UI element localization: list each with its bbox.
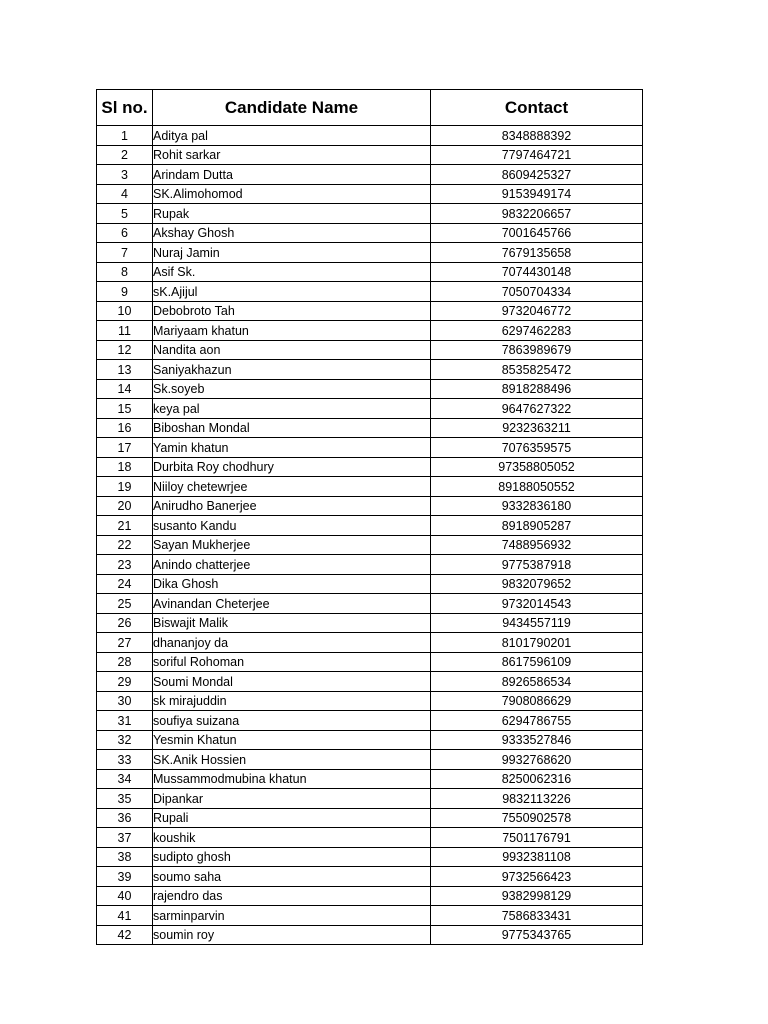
row-candidate-name: Asif Sk. bbox=[153, 262, 431, 282]
table-row bbox=[97, 750, 643, 770]
row-candidate-name: SK.Alimohomod bbox=[153, 184, 431, 204]
row-sl-no: 8 bbox=[97, 262, 153, 282]
row-sl-no: 6 bbox=[97, 223, 153, 243]
header-sl-no: Sl no. bbox=[97, 90, 153, 126]
row-sl-no: 23 bbox=[97, 555, 153, 575]
table-row bbox=[97, 847, 643, 867]
row-contact: 7001645766 bbox=[431, 223, 643, 243]
row-sl-no: 3 bbox=[97, 165, 153, 185]
row-candidate-name: Aditya pal bbox=[153, 126, 431, 146]
table-row bbox=[97, 379, 643, 399]
row-contact: 8348888392 bbox=[431, 126, 643, 146]
table-row bbox=[97, 867, 643, 887]
row-candidate-name: Avinandan Cheterjee bbox=[153, 594, 431, 614]
table-row bbox=[97, 438, 643, 458]
row-contact: 9732566423 bbox=[431, 867, 643, 887]
row-candidate-name: Mariyaam khatun bbox=[153, 321, 431, 341]
table-row bbox=[97, 165, 643, 185]
row-candidate-name: Sk.soyeb bbox=[153, 379, 431, 399]
table-row bbox=[97, 574, 643, 594]
row-sl-no: 24 bbox=[97, 574, 153, 594]
row-candidate-name: soriful Rohoman bbox=[153, 652, 431, 672]
row-sl-no: 19 bbox=[97, 477, 153, 497]
row-sl-no: 30 bbox=[97, 691, 153, 711]
row-candidate-name: Nuraj Jamin bbox=[153, 243, 431, 263]
row-contact: 7050704334 bbox=[431, 282, 643, 302]
table-row bbox=[97, 457, 643, 477]
row-sl-no: 5 bbox=[97, 204, 153, 224]
row-sl-no: 40 bbox=[97, 886, 153, 906]
table-row bbox=[97, 769, 643, 789]
row-contact: 8926586534 bbox=[431, 672, 643, 692]
row-candidate-name: sK.Ajijul bbox=[153, 282, 431, 302]
row-sl-no: 14 bbox=[97, 379, 153, 399]
row-candidate-name: Saniyakhazun bbox=[153, 360, 431, 380]
table-row bbox=[97, 184, 643, 204]
row-candidate-name: Biswajit Malik bbox=[153, 613, 431, 633]
row-candidate-name: Akshay Ghosh bbox=[153, 223, 431, 243]
row-candidate-name: sudipto ghosh bbox=[153, 847, 431, 867]
row-contact: 7679135658 bbox=[431, 243, 643, 263]
row-candidate-name: Yamin khatun bbox=[153, 438, 431, 458]
row-candidate-name: Anindo chatterjee bbox=[153, 555, 431, 575]
row-candidate-name: dhananjoy da bbox=[153, 633, 431, 653]
row-contact: 9932381108 bbox=[431, 847, 643, 867]
row-candidate-name: Rupali bbox=[153, 808, 431, 828]
table-row bbox=[97, 418, 643, 438]
row-contact: 7797464721 bbox=[431, 145, 643, 165]
row-contact: 9775343765 bbox=[431, 925, 643, 945]
row-sl-no: 35 bbox=[97, 789, 153, 809]
row-candidate-name: Yesmin Khatun bbox=[153, 730, 431, 750]
row-contact: 8918905287 bbox=[431, 516, 643, 536]
table-row bbox=[97, 789, 643, 809]
row-sl-no: 15 bbox=[97, 399, 153, 419]
table-row bbox=[97, 282, 643, 302]
row-candidate-name: Nandita aon bbox=[153, 340, 431, 360]
row-sl-no: 41 bbox=[97, 906, 153, 926]
table-row bbox=[97, 516, 643, 536]
table-row bbox=[97, 613, 643, 633]
row-sl-no: 1 bbox=[97, 126, 153, 146]
row-candidate-name: Debobroto Tah bbox=[153, 301, 431, 321]
row-sl-no: 10 bbox=[97, 301, 153, 321]
row-sl-no: 4 bbox=[97, 184, 153, 204]
table-row bbox=[97, 360, 643, 380]
row-sl-no: 20 bbox=[97, 496, 153, 516]
table-row bbox=[97, 301, 643, 321]
row-sl-no: 26 bbox=[97, 613, 153, 633]
row-sl-no: 18 bbox=[97, 457, 153, 477]
row-candidate-name: Soumi Mondal bbox=[153, 672, 431, 692]
row-candidate-name: keya pal bbox=[153, 399, 431, 419]
row-sl-no: 32 bbox=[97, 730, 153, 750]
row-contact: 7908086629 bbox=[431, 691, 643, 711]
row-contact: 8918288496 bbox=[431, 379, 643, 399]
table-row bbox=[97, 672, 643, 692]
row-sl-no: 12 bbox=[97, 340, 153, 360]
row-sl-no: 39 bbox=[97, 867, 153, 887]
table-row bbox=[97, 126, 643, 146]
row-candidate-name: Arindam Dutta bbox=[153, 165, 431, 185]
table-row bbox=[97, 633, 643, 653]
row-candidate-name: soufiya suizana bbox=[153, 711, 431, 731]
row-sl-no: 7 bbox=[97, 243, 153, 263]
row-contact: 6297462283 bbox=[431, 321, 643, 341]
row-contact: 9232363211 bbox=[431, 418, 643, 438]
row-contact: 9153949174 bbox=[431, 184, 643, 204]
candidate-table bbox=[96, 89, 643, 945]
row-sl-no: 28 bbox=[97, 652, 153, 672]
row-contact: 7586833431 bbox=[431, 906, 643, 926]
table-row bbox=[97, 340, 643, 360]
table-row bbox=[97, 223, 643, 243]
table-row bbox=[97, 535, 643, 555]
row-contact: 8101790201 bbox=[431, 633, 643, 653]
row-sl-no: 37 bbox=[97, 828, 153, 848]
row-contact: 9832079652 bbox=[431, 574, 643, 594]
row-contact: 9832206657 bbox=[431, 204, 643, 224]
table-row bbox=[97, 730, 643, 750]
row-candidate-name: Biboshan Mondal bbox=[153, 418, 431, 438]
table-row bbox=[97, 925, 643, 945]
header-candidate-name: Candidate Name bbox=[153, 90, 431, 126]
row-candidate-name: sarminparvin bbox=[153, 906, 431, 926]
row-contact: 7550902578 bbox=[431, 808, 643, 828]
row-candidate-name: susanto Kandu bbox=[153, 516, 431, 536]
row-contact: 7076359575 bbox=[431, 438, 643, 458]
row-contact: 9332836180 bbox=[431, 496, 643, 516]
row-sl-no: 36 bbox=[97, 808, 153, 828]
table-row bbox=[97, 906, 643, 926]
table-row bbox=[97, 711, 643, 731]
table-row bbox=[97, 808, 643, 828]
row-sl-no: 34 bbox=[97, 769, 153, 789]
row-candidate-name: Dika Ghosh bbox=[153, 574, 431, 594]
table-row bbox=[97, 886, 643, 906]
row-candidate-name: soumo saha bbox=[153, 867, 431, 887]
table-body bbox=[97, 126, 643, 945]
row-candidate-name: Mussammodmubina khatun bbox=[153, 769, 431, 789]
table-row bbox=[97, 555, 643, 575]
row-candidate-name: Sayan Mukherjee bbox=[153, 535, 431, 555]
table-row bbox=[97, 243, 643, 263]
table-row bbox=[97, 691, 643, 711]
row-sl-no: 13 bbox=[97, 360, 153, 380]
row-sl-no: 42 bbox=[97, 925, 153, 945]
row-contact: 9647627322 bbox=[431, 399, 643, 419]
table-row bbox=[97, 652, 643, 672]
row-candidate-name: rajendro das bbox=[153, 886, 431, 906]
row-contact: 9932768620 bbox=[431, 750, 643, 770]
row-contact: 7488956932 bbox=[431, 535, 643, 555]
row-contact: 9382998129 bbox=[431, 886, 643, 906]
header-row bbox=[97, 90, 643, 126]
row-sl-no: 33 bbox=[97, 750, 153, 770]
row-sl-no: 38 bbox=[97, 847, 153, 867]
row-candidate-name: sk mirajuddin bbox=[153, 691, 431, 711]
row-sl-no: 31 bbox=[97, 711, 153, 731]
row-contact: 6294786755 bbox=[431, 711, 643, 731]
row-candidate-name: Rupak bbox=[153, 204, 431, 224]
row-candidate-name: SK.Anik Hossien bbox=[153, 750, 431, 770]
table-row bbox=[97, 828, 643, 848]
row-candidate-name: koushik bbox=[153, 828, 431, 848]
row-contact: 7501176791 bbox=[431, 828, 643, 848]
row-contact: 9832113226 bbox=[431, 789, 643, 809]
row-candidate-name: Dipankar bbox=[153, 789, 431, 809]
table-row bbox=[97, 496, 643, 516]
row-sl-no: 29 bbox=[97, 672, 153, 692]
row-sl-no: 22 bbox=[97, 535, 153, 555]
row-contact: 9732014543 bbox=[431, 594, 643, 614]
row-contact: 8609425327 bbox=[431, 165, 643, 185]
row-contact: 8617596109 bbox=[431, 652, 643, 672]
row-contact: 9775387918 bbox=[431, 555, 643, 575]
row-contact: 9434557119 bbox=[431, 613, 643, 633]
header-contact: Contact bbox=[431, 90, 643, 126]
table-row bbox=[97, 321, 643, 341]
table-row bbox=[97, 145, 643, 165]
row-candidate-name: soumin roy bbox=[153, 925, 431, 945]
table-row bbox=[97, 204, 643, 224]
row-sl-no: 9 bbox=[97, 282, 153, 302]
row-candidate-name: Niiloy chetewrjee bbox=[153, 477, 431, 497]
table-row bbox=[97, 477, 643, 497]
row-sl-no: 27 bbox=[97, 633, 153, 653]
row-contact: 8250062316 bbox=[431, 769, 643, 789]
row-sl-no: 11 bbox=[97, 321, 153, 341]
table-row bbox=[97, 262, 643, 282]
row-sl-no: 16 bbox=[97, 418, 153, 438]
row-candidate-name: Rohit sarkar bbox=[153, 145, 431, 165]
row-contact: 7074430148 bbox=[431, 262, 643, 282]
row-contact: 97358805052 bbox=[431, 457, 643, 477]
row-contact: 89188050552 bbox=[431, 477, 643, 497]
row-sl-no: 17 bbox=[97, 438, 153, 458]
row-contact: 8535825472 bbox=[431, 360, 643, 380]
row-contact: 9333527846 bbox=[431, 730, 643, 750]
table-row bbox=[97, 594, 643, 614]
row-sl-no: 21 bbox=[97, 516, 153, 536]
table-row bbox=[97, 399, 643, 419]
row-sl-no: 25 bbox=[97, 594, 153, 614]
row-sl-no: 2 bbox=[97, 145, 153, 165]
row-candidate-name: Durbita Roy chodhury bbox=[153, 457, 431, 477]
row-contact: 9732046772 bbox=[431, 301, 643, 321]
row-candidate-name: Anirudho Banerjee bbox=[153, 496, 431, 516]
row-contact: 7863989679 bbox=[431, 340, 643, 360]
